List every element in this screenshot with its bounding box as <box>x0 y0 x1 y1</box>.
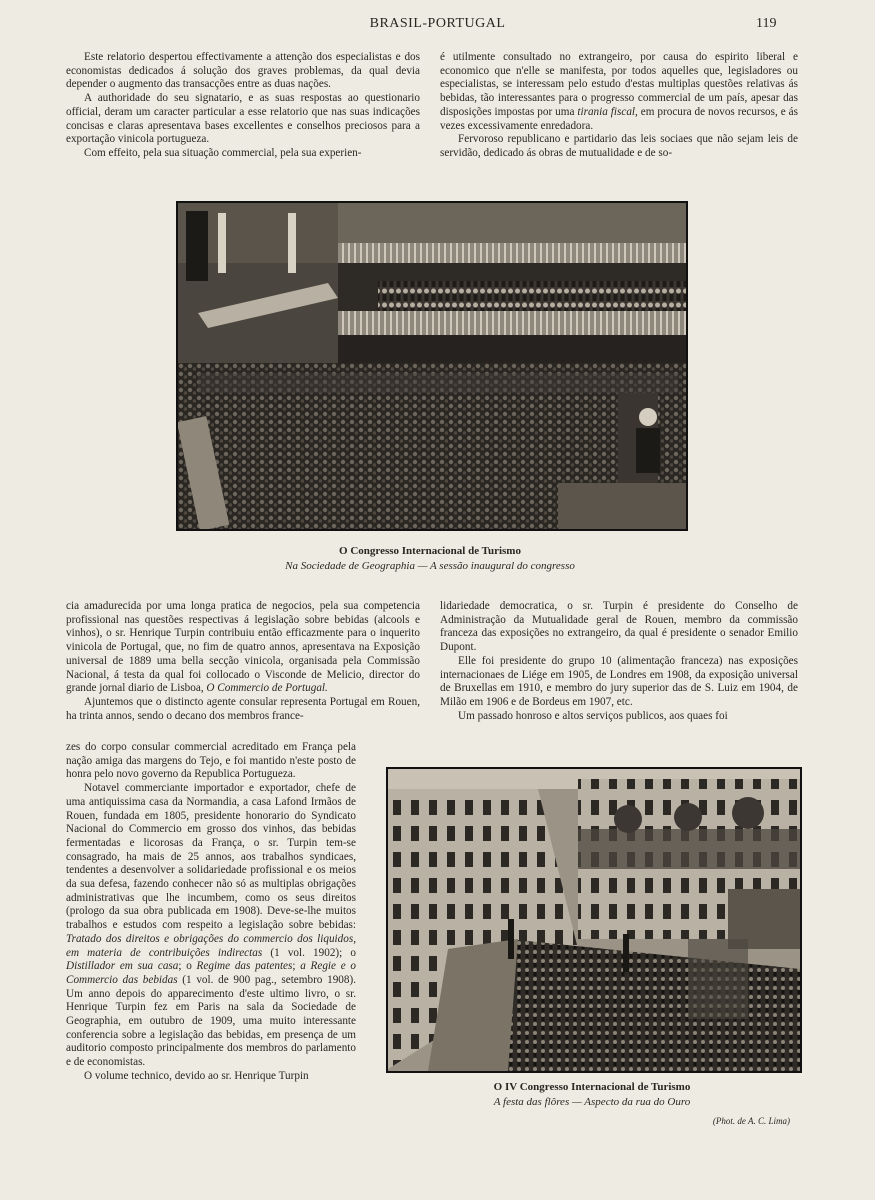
italic-run: a Regie e o Commercio das bebidas <box>66 960 357 986</box>
congress-hall-photo <box>176 201 688 531</box>
italic-run: Tratado dos direitos e obrigações do commercio dos liquidos, em materia de contribuições indirectas <box>66 932 356 959</box>
paragraph: Ajuntemos que o distincto agente consular representa Portugal em Rouen, ha trinta annos, sendo o decano dos membros france- <box>66 695 420 722</box>
figure-2-title: O IV Congresso Internacional de Turismo <box>493 1081 691 1093</box>
paragraph: Fervoroso republicano e partidario das leis sociaes que não sejam leis de servidão, dedicado ás obras de mutualidade e de so- <box>440 133 798 159</box>
italic-run: Distillador em sua casa <box>66 960 179 973</box>
paragraph: O volume technico, devido ao sr. Henrique Turpin <box>84 1069 309 1082</box>
paragraph: lidariedade democratica, o sr. Turpin é presidente do Conselho de Administração da Mutualidade geral de Rouen, membro da commissão franceza das exposições no extrangeiro, da qual é presidente o senador Emilio Dupont. <box>440 600 798 654</box>
column-middle-left <box>66 600 420 723</box>
figure-2-subtitle: A festa das flôres — Aspecto da rua do Ouro <box>493 1096 691 1108</box>
column-middle-right <box>440 600 798 723</box>
paragraph: Com effeito, pela sua situação commercial, pela sua experien- <box>84 146 362 159</box>
paragraph <box>440 51 798 133</box>
street-festival-illustration <box>388 769 800 1071</box>
text-run: (1 vol. 1902); o <box>262 946 357 959</box>
figure-1-caption <box>176 544 684 574</box>
text-run: Notavel commerciante importador e exportador, chefe de uma antiquissima casa da Normandia, a casa Lafond Irmãos de Rouen, fundada em 1805, presidente honorario do Syndicato Nacional do Commercio em grosso dos vinhos, das bebidas fermentadas e licorosas da França, o sr. Turpin tem-se consagrado, ha mais de 25 annos, aos trabalhos syndicaes, tendentes a desenvolver a solidariedade profissional e os meios da sua defesa, fazendo conhecer não só as multiplas obrigações administrativas que lhe incumbem, como os seus direitos (prologo da sua obra publicada em 1908). Deve-se-lhe muitos trabalhos e estudos com respeito a legislação sobre bebidas: <box>66 782 356 932</box>
paragraph: zes do corpo consular commercial acreditado em França pela nação amiga das margens do Tejo, e foi mantido n'este posto de honra pelo novo governo da Republica Portugueza. <box>66 741 356 781</box>
text-run: ; <box>292 960 301 973</box>
street-festival-photo <box>386 767 802 1073</box>
text-run: é utilmente consultado no extrangeiro, por causa do espirito liberal e economico que n'elle se manifesta, por todos aquelles que, legisladores ou especialistas, se interessam pelo estudo d'estas multiplas questões relativas ás bebidas, tão interessantes para o progresso commercial de um país, apesar das disposições impostas por uma <box>440 51 798 118</box>
paragraph: Um passado honroso e altos serviços publicos, aos quaes foi <box>458 709 728 722</box>
column-top-left <box>66 51 420 161</box>
figure-1-title: O Congresso Internacional de Turismo <box>339 545 521 557</box>
text-run: ; o <box>178 960 197 973</box>
italic-run: tirania fiscal <box>577 105 636 118</box>
text-run: , em procura de novos recursos, e ás vezes excessivamente enredadora. <box>440 105 798 132</box>
figure-1-subtitle: Na Sociedade de Geographia — A sessão inaugural do congresso <box>285 560 575 572</box>
italic-run: Regime das patentes <box>196 960 293 973</box>
paragraph <box>66 782 356 1070</box>
text-run: (1 vol. de 900 pag., setembro 1908). Um anno depois do apparecimento d'este ultimo livro, o sr. Henrique Turpin fez em Paris na sala da Sociedade de Geographia, em outubro de 1909, uma muito interessante conferencia sobre a legislação das bebidas, em presença de um auditorio composto principalmente dos membros do parlamento e de economistas. <box>66 973 357 1069</box>
italic-run: O Commercio de Portugal. <box>206 682 328 695</box>
photo-credit: (Phot. de A. C. Lima) <box>712 1116 790 1126</box>
congress-hall-illustration <box>178 203 686 529</box>
running-title: BRASIL-PORTUGAL <box>369 16 506 31</box>
figure-2-caption <box>386 1080 798 1110</box>
paragraph: Este relatorio despertou effectivamente a attenção dos especialistas e dos economistas dedicados á solução dos graves problemas, da qual devia depender o augmento das transacções entre as duas nações. <box>66 51 420 91</box>
paragraph: Elle foi presidente do grupo 10 (alimentação franceza) nas exposições internacionaes de Liége em 1905, de Londres em 1908, da exposição universal de Bruxellas em 1910, e membro do jury superior das de S. Luiz em 1904, de Milão em 1906 e de Bordeus em 1907, etc. <box>440 654 798 708</box>
text-run: cia amadurecida por uma longa pratica de negocios, pela sua competencia profissional nas questões respectivas á legislação sobre bebidas (alcools e vinhos), o sr. Henrique Turpin contribuiu então efficazmente para o inquerito vinicola de Portugal, que, no fim de quatro annos, apresentava na Exposição universal de 1889 uma bella secção vinicola, organisada pela Commissão Nacional, á testa da qual foi collocado o Visconde de Melicio, director do grande jornal diario de Lisboa, <box>66 600 420 695</box>
paragraph: A authoridade do seu signatario, e as suas respostas ao questionario official, deram um caracter particular a esse relatorio que nas suas indicações concisas e claras apresentava bases excellentes e conselhos preciosos para a exportação vinicola portugueza. <box>66 92 420 146</box>
column-bottom-left <box>66 741 356 1084</box>
paragraph <box>66 600 420 696</box>
column-top-right <box>440 51 798 161</box>
page-number: 119 <box>756 16 777 31</box>
